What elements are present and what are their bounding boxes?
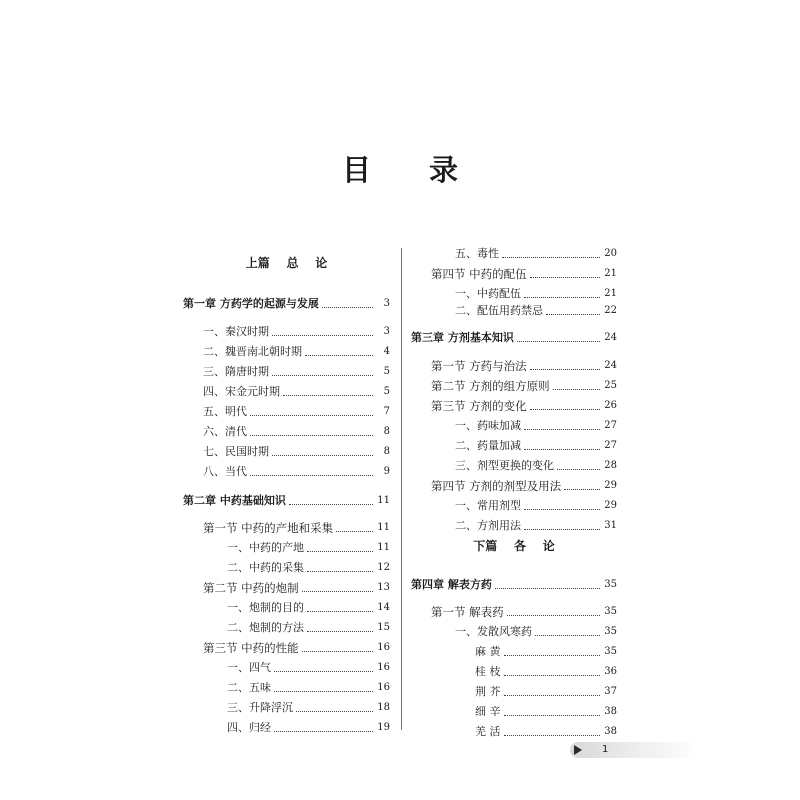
dot-leader: [517, 341, 600, 342]
dot-leader: [307, 631, 373, 632]
toc-entry-page: 9: [383, 466, 390, 477]
toc-entry-title: 第二章 中药基础知识: [183, 494, 286, 507]
toc-entry-page: 16: [377, 642, 390, 653]
toc-entry-sub[interactable]: [411, 517, 617, 533]
toc-entry-page: 35: [604, 606, 617, 617]
toc-entry-sub[interactable]: [183, 619, 390, 635]
toc-entry-page: 24: [604, 332, 617, 343]
toc-entry-page: 16: [377, 662, 390, 673]
toc-entry-page: 21: [604, 288, 617, 299]
toc-entry-page: 16: [377, 682, 390, 693]
dot-leader: [530, 369, 600, 370]
toc-entry-page: 35: [604, 579, 617, 590]
dot-leader: [307, 571, 373, 572]
toc-entry-title: 八、当代: [203, 465, 247, 478]
dot-leader: [546, 314, 600, 315]
dot-leader: [272, 375, 373, 376]
toc-entry-page: 13: [377, 582, 390, 593]
toc-entry-herb[interactable]: [411, 663, 617, 679]
toc-entry-title: 荆 芥: [475, 685, 501, 698]
toc-entry-item[interactable]: [183, 363, 390, 379]
toc-entry-page: 38: [604, 706, 617, 717]
toc-entry-title: 第二节 中药的炮制: [203, 581, 299, 595]
dot-leader: [336, 531, 373, 532]
dot-leader: [495, 588, 600, 589]
toc-entry-item[interactable]: [183, 423, 390, 439]
toc-entry-page: 22: [604, 305, 617, 316]
toc-entry-sub[interactable]: [183, 719, 390, 735]
toc-entry-title: 二、方剂用法: [455, 519, 521, 532]
toc-entry-title: 第一章 方药学的起源与发展: [183, 297, 319, 310]
toc-entry-title: 麻 黄: [475, 645, 501, 658]
dot-leader: [502, 257, 600, 258]
dot-leader: [504, 675, 601, 676]
toc-entry-page: 31: [604, 520, 617, 531]
dot-leader: [274, 671, 373, 672]
dot-leader: [272, 335, 373, 336]
dot-leader: [302, 591, 373, 592]
toc-entry-page: 14: [377, 602, 390, 613]
toc-entry-sub[interactable]: [411, 285, 617, 301]
toc-entry-title: 四、归经: [227, 721, 271, 734]
toc-entry-page: 19: [377, 722, 390, 733]
toc-entry-sub[interactable]: [183, 539, 390, 555]
toc-entry-title: 二、配伍用药禁忌: [455, 304, 543, 317]
toc-entry-page: 38: [604, 726, 617, 737]
dot-leader: [524, 449, 600, 450]
dot-leader: [322, 307, 373, 308]
toc-entry-sub[interactable]: [411, 623, 617, 639]
toc-entry-chapter[interactable]: [411, 576, 617, 592]
toc-entry-page: 3: [383, 326, 390, 337]
dot-leader: [504, 695, 601, 696]
toc-entry-sub[interactable]: [183, 559, 390, 575]
toc-entry-chapter[interactable]: [411, 329, 617, 345]
toc-entry-title: 四、宋金元时期: [203, 385, 280, 398]
toc-entry-title: 第二节 方剂的组方原则: [431, 379, 550, 393]
toc-entry-section[interactable]: [411, 357, 617, 373]
toc-entry-page: 25: [604, 380, 617, 391]
toc-entry-item[interactable]: [183, 343, 390, 359]
toc-entry-title: 细 辛: [475, 705, 501, 718]
dot-leader: [307, 551, 373, 552]
dot-leader: [530, 409, 600, 410]
toc-entry-item[interactable]: [183, 383, 390, 399]
toc-entry-title: 一、发散风寒药: [455, 625, 532, 638]
toc-entry-title: 二、五味: [227, 681, 271, 694]
toc-entry-item[interactable]: [183, 323, 390, 339]
part-heading: 上篇 总 论: [245, 256, 328, 270]
toc-entry-herb[interactable]: [411, 723, 617, 739]
toc-entry-herb[interactable]: [411, 703, 617, 719]
toc-entry-page: 36: [604, 666, 617, 677]
toc-entry-herb[interactable]: [411, 683, 617, 699]
toc-entry-title: 一、中药的产地: [227, 541, 304, 554]
dot-leader: [557, 469, 600, 470]
dot-leader: [564, 489, 600, 490]
toc-entry-sub[interactable]: [183, 699, 390, 715]
toc-entry-title: 一、常用剂型: [455, 499, 521, 512]
toc-entry-title: 第三章 方剂基本知识: [411, 331, 514, 344]
toc-entry-page: 20: [604, 248, 617, 259]
page-number: 1: [602, 744, 609, 755]
toc-entry-page: 7: [383, 406, 390, 417]
toc-entry-sub[interactable]: [411, 437, 617, 453]
toc-entry-title: 一、中药配伍: [455, 287, 521, 300]
toc-entry-chapter[interactable]: [183, 295, 390, 311]
toc-entry-page: 3: [383, 298, 390, 309]
toc-entry-section[interactable]: [411, 265, 617, 281]
dot-leader: [524, 529, 600, 530]
page-number-tab: [570, 742, 700, 758]
toc-entry-title: 第四节 方剂的剂型及用法: [431, 479, 562, 493]
toc-entry-sub[interactable]: [183, 679, 390, 695]
toc-entry-title: 五、毒性: [455, 247, 499, 260]
dot-leader: [250, 475, 373, 476]
toc-entry-herb[interactable]: [411, 643, 617, 659]
toc-entry-sub[interactable]: [183, 599, 390, 615]
dot-leader: [504, 655, 601, 656]
toc-entry-title: 六、清代: [203, 425, 247, 438]
dot-leader: [296, 711, 373, 712]
toc-entry-page: 8: [383, 446, 390, 457]
dot-leader: [283, 395, 373, 396]
dot-leader: [524, 509, 600, 510]
toc-entry-page: 35: [604, 626, 617, 637]
dot-leader: [524, 297, 600, 298]
toc-entry-section[interactable]: [183, 639, 390, 655]
toc-entry-item[interactable]: [183, 443, 390, 459]
toc-entry-section[interactable]: [411, 603, 617, 619]
toc-entry-section[interactable]: [411, 477, 617, 493]
dot-leader: [289, 504, 373, 505]
toc-entry-page: 15: [377, 622, 390, 633]
toc-entry-sub[interactable]: [411, 302, 617, 318]
dot-leader: [507, 615, 600, 616]
toc-entry-title: 二、药量加减: [455, 439, 521, 452]
toc-entry-page: 26: [604, 400, 617, 411]
dot-leader: [553, 389, 600, 390]
toc-entry-title: 第一节 方药与治法: [431, 359, 527, 373]
toc-entry-page: 27: [604, 420, 617, 431]
toc-entry-section[interactable]: [183, 519, 390, 535]
toc-entry-page: 27: [604, 440, 617, 451]
toc-entry-page: 12: [377, 562, 390, 573]
dot-leader: [524, 429, 600, 430]
toc-entry-title: 五、明代: [203, 405, 247, 418]
dot-leader: [530, 277, 600, 278]
toc-entry-title: 二、中药的采集: [227, 561, 304, 574]
toc-entry-page: 11: [377, 495, 390, 506]
dot-leader: [250, 415, 373, 416]
toc-entry-sub[interactable]: [411, 497, 617, 513]
toc-entry-title: 第一节 解表药: [431, 605, 504, 619]
toc-entry-page: 11: [377, 522, 390, 533]
page-title: 目 录: [341, 153, 483, 187]
column-divider: [401, 248, 402, 730]
toc-entry-title: 桂 枝: [475, 665, 501, 678]
toc-entry-page: 28: [604, 460, 617, 471]
toc-entry-sub[interactable]: [411, 245, 617, 261]
toc-entry-title: 七、民国时期: [203, 445, 269, 458]
toc-entry-page: 29: [604, 500, 617, 511]
toc-entry-page: 5: [383, 366, 390, 377]
dot-leader: [305, 355, 373, 356]
dot-leader: [307, 611, 373, 612]
toc-entry-title: 第三节 方剂的变化: [431, 399, 527, 413]
toc-entry-title: 一、四气: [227, 661, 271, 674]
part-heading: 下篇 各 论: [473, 539, 555, 553]
toc-entry-page: 18: [377, 702, 390, 713]
dot-leader: [274, 731, 373, 732]
toc-entry-page: 8: [383, 426, 390, 437]
toc-entry-page: 11: [377, 542, 390, 553]
toc-entry-page: 4: [383, 346, 390, 357]
toc-entry-section[interactable]: [411, 397, 617, 413]
toc-entry-title: 第四节 中药的配伍: [431, 267, 527, 281]
dot-leader: [274, 691, 373, 692]
toc-entry-page: 29: [604, 480, 617, 491]
dot-leader: [250, 435, 373, 436]
toc-entry-section[interactable]: [183, 579, 390, 595]
toc-entry-page: 37: [604, 686, 617, 697]
toc-entry-page: 24: [604, 360, 617, 371]
dot-leader: [504, 715, 601, 716]
toc-entry-title: 第四章 解表方药: [411, 578, 492, 591]
toc-entry-title: 二、炮制的方法: [227, 621, 304, 634]
toc-entry-page: 35: [604, 646, 617, 657]
toc-entry-title: 三、隋唐时期: [203, 365, 269, 378]
toc-entry-item[interactable]: [183, 403, 390, 419]
toc-entry-title: 第三节 中药的性能: [203, 641, 299, 655]
dot-leader: [272, 455, 373, 456]
triangle-marker-icon: [574, 745, 582, 755]
toc-entry-title: 一、秦汉时期: [203, 325, 269, 338]
toc-entry-title: 羌 活: [475, 725, 501, 738]
toc-entry-title: 二、魏晋南北朝时期: [203, 345, 302, 358]
toc-entry-title: 一、炮制的目的: [227, 601, 304, 614]
toc-entry-title: 三、剂型更换的变化: [455, 459, 554, 472]
toc-entry-chapter[interactable]: [183, 492, 390, 508]
toc-entry-sub[interactable]: [411, 417, 617, 433]
dot-leader: [504, 735, 601, 736]
toc-entry-sub[interactable]: [183, 659, 390, 675]
toc-entry-title: 第一节 中药的产地和采集: [203, 521, 334, 535]
toc-entry-title: 三、升降浮沉: [227, 701, 293, 714]
toc-entry-item[interactable]: [183, 463, 390, 479]
toc-entry-title: 一、药味加减: [455, 419, 521, 432]
toc-entry-page: 21: [604, 268, 617, 279]
toc-entry-sub[interactable]: [411, 457, 617, 473]
dot-leader: [535, 635, 600, 636]
toc-entry-section[interactable]: [411, 377, 617, 393]
toc-entry-page: 5: [383, 386, 390, 397]
dot-leader: [302, 651, 373, 652]
